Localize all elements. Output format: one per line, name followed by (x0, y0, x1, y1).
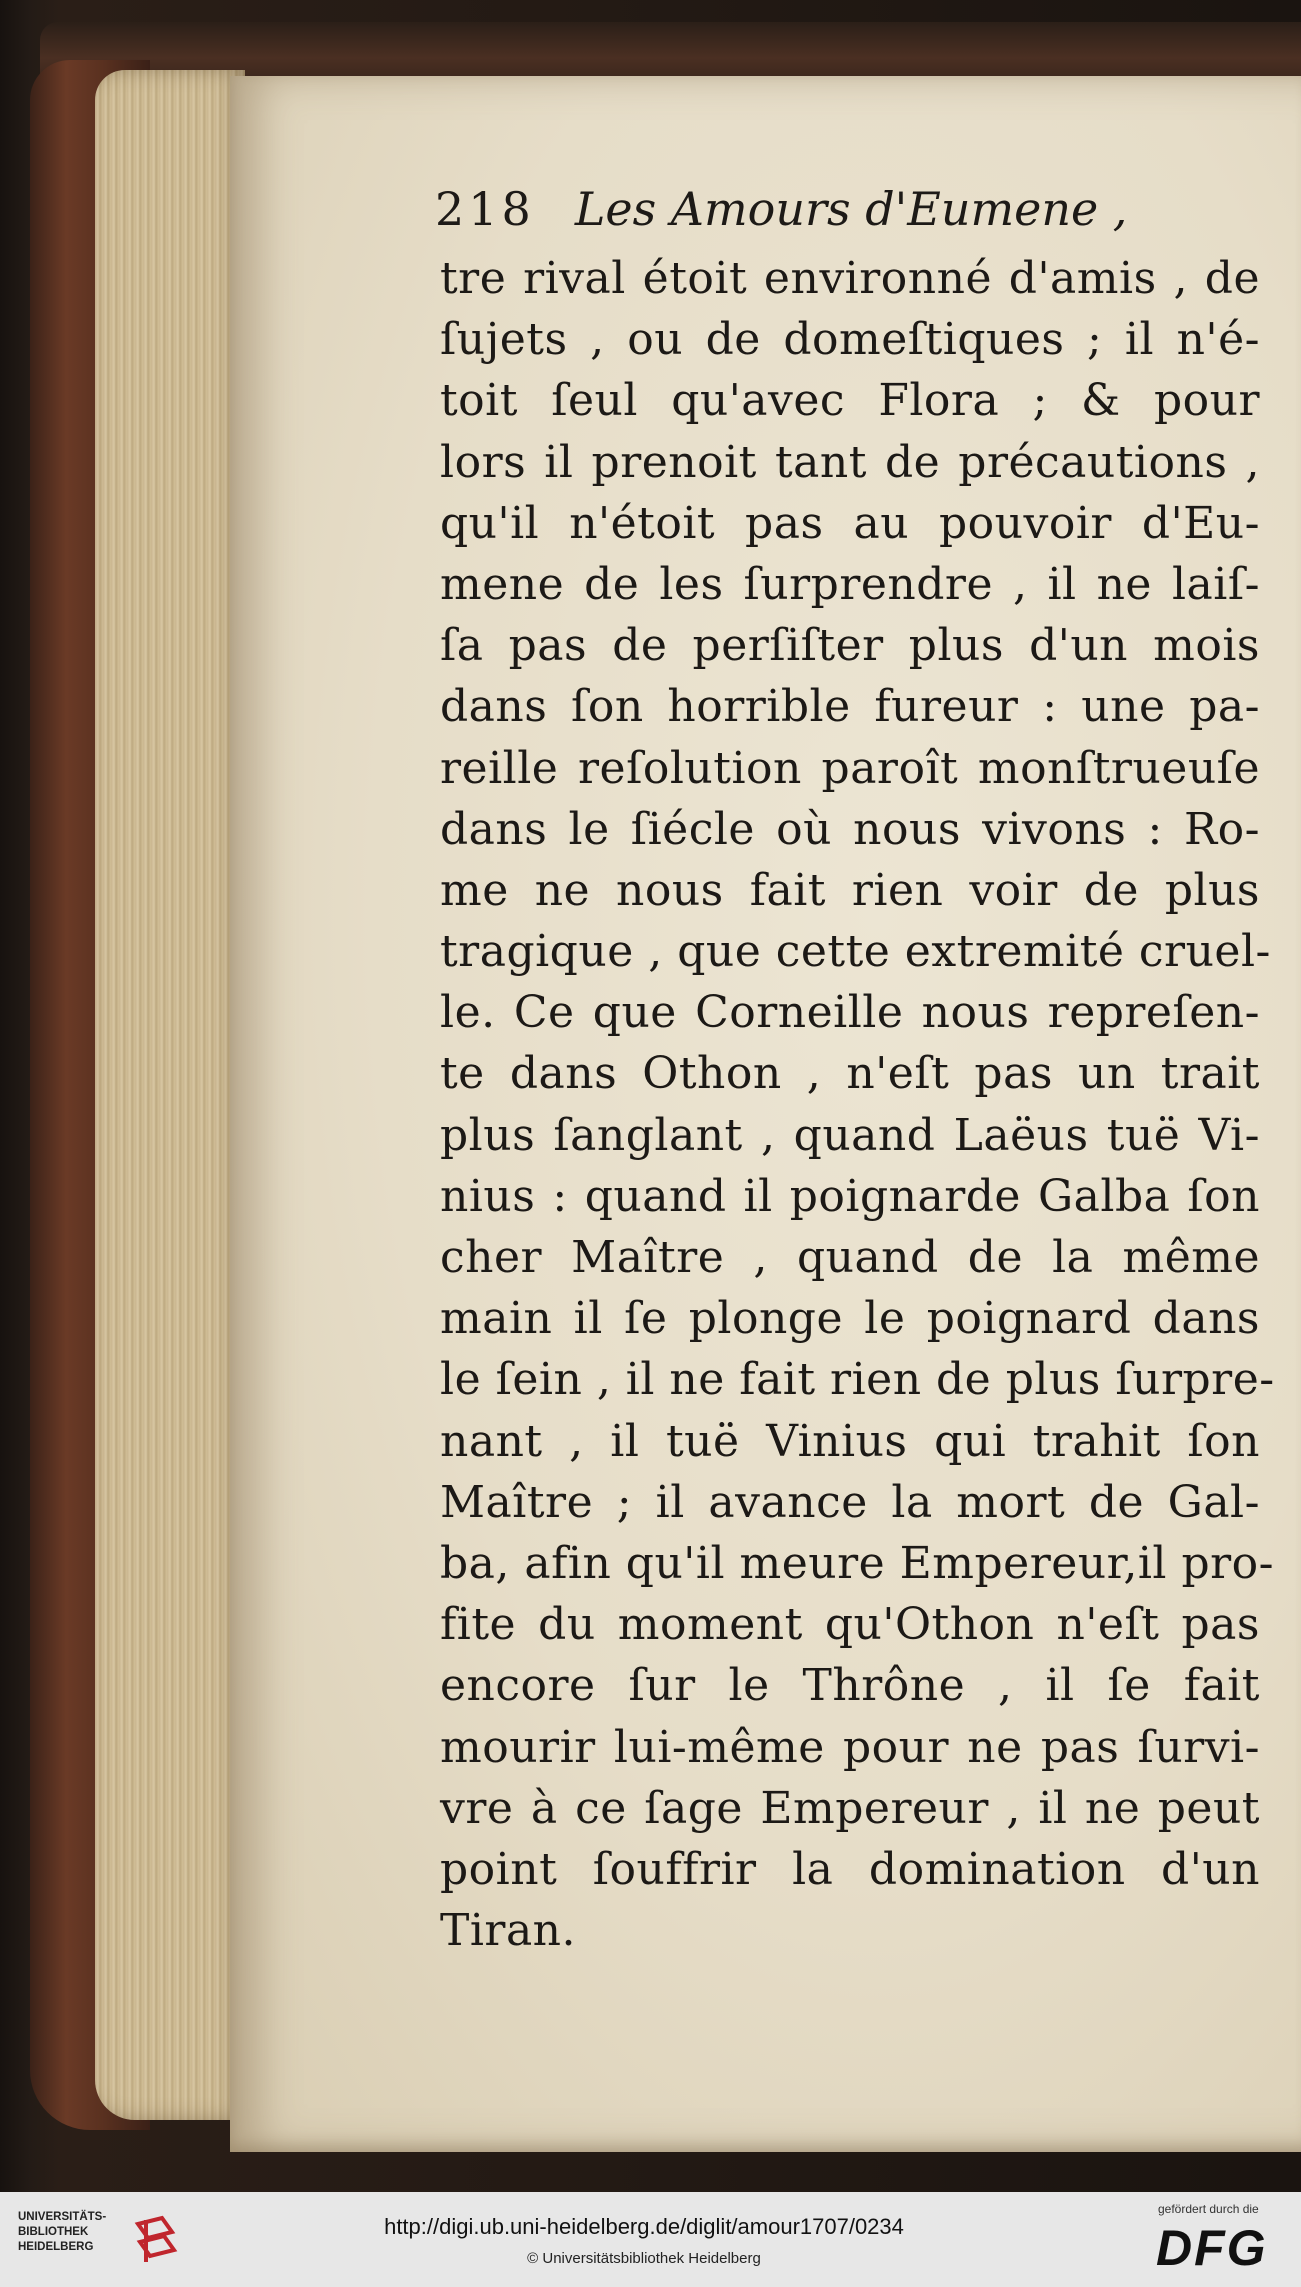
text-line: cher Maître , quand de la même (440, 1232, 1260, 1283)
text-line: mene de les ſurprendre , il ne laiſ- (440, 558, 1260, 610)
text-line: encore ſur le Thrône , il ſe fait (440, 1660, 1260, 1712)
text-line: Maître ; il avance la mort de Gal- (440, 1476, 1260, 1528)
text-line: le ſein , il ne fait rien de plus ſurpre- (440, 1354, 1275, 1406)
running-head (435, 182, 1127, 252)
text-line: me ne nous fait rien voir de plus (440, 864, 1260, 916)
viewer-footer (0, 2192, 1301, 2287)
body-text (440, 248, 1275, 1961)
text-line: vre à ce ſage Empereur , il ne peut (440, 1782, 1260, 1834)
text-line: mourir lui-même pour ne pas ſurvi- (440, 1721, 1260, 1773)
text-line: lors il prenoit tant de précautions , (440, 436, 1260, 488)
text-line: le. Ce que Corneille nous repreſen- (440, 987, 1260, 1039)
text-line: toit ſeul qu'avec Flora ; & pour (440, 375, 1260, 427)
text-line: tragique , que cette extremité cruel- (440, 926, 1271, 978)
page-edges (95, 70, 245, 2120)
funder-caption: gefördert durch die (1158, 2202, 1259, 2216)
page-header-title: Les Amours d'Eumene , (574, 182, 1128, 236)
dfg-logo: DFG (1156, 2220, 1268, 2276)
text-line: tre rival étoit environné d'amis , de (440, 253, 1260, 304)
library-logo-icon (132, 2214, 178, 2266)
permalink-url[interactable]: http://digi.ub.uni-heidelberg.de/diglit/amour1707/0234 (384, 2214, 904, 2239)
text-line: ſujets , ou de domeſtiques ; il n'é- (440, 314, 1260, 366)
text-line: te dans Othon , n'eſt pas un trait (440, 1048, 1260, 1100)
text-line: Tiran. (440, 1905, 577, 1957)
text-line: nant , il tuë Vinius qui trahit ſon (440, 1415, 1260, 1467)
text-line: plus ſanglant , quand Laëus tuë Vi- (440, 1109, 1260, 1161)
library-name: UNIVERSITÄTS- BIBLIOTHEK HEIDELBERG (18, 2211, 107, 2253)
copyright-notice: © Universitätsbibliothek Heidelberg (527, 2250, 761, 2267)
text-line: dans ſon horrible fureur : une pa- (440, 681, 1260, 733)
text-line: qu'il n'étoit pas au pouvoir d'Eu- (440, 497, 1260, 549)
text-line: main il ſe plonge le poignard dans (440, 1293, 1260, 1345)
text-line: reille reſolution paroît monſtrueuſe (440, 742, 1260, 794)
text-line: ſa pas de perſiſter plus d'un mois (440, 620, 1260, 672)
text-line: nius : quand il poignarde Galba ſon (440, 1170, 1260, 1222)
text-line: fite du moment qu'Othon n'eſt pas (440, 1599, 1260, 1651)
text-line: point ſouffrir la domination d'un (440, 1843, 1260, 1895)
text-line: ba, afin qu'il meure Empereur,il pro- (440, 1537, 1275, 1589)
page-number: 218 (435, 182, 535, 236)
text-line: dans le ſiécle où nous vivons : Ro- (440, 803, 1260, 855)
